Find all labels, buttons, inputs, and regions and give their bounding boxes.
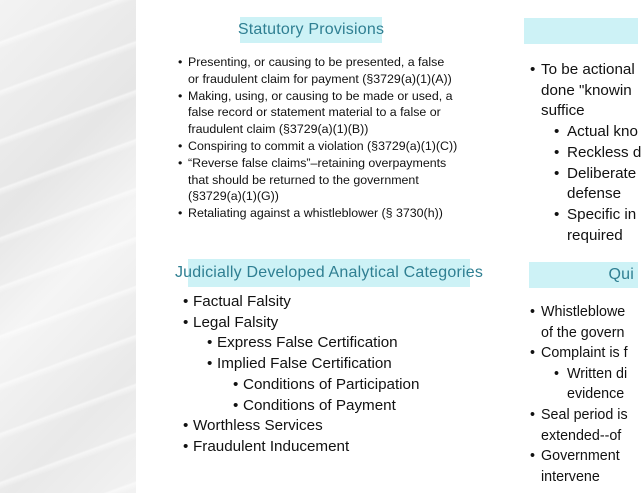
- right-bottom-list: [530, 302, 638, 487]
- right-bottom-line: [541, 426, 638, 447]
- statutory-item-line: • Making, using, or causing to be made or used, a: [188, 88, 453, 103]
- right-bottom-line: [541, 364, 638, 385]
- right-top-line: [541, 143, 641, 164]
- line-text: Seal period is: [541, 406, 628, 423]
- right-top-line: [541, 226, 638, 247]
- statutory-item-line: or fraudulent claim for payment (§3729(a)(1)(A)): [188, 71, 452, 86]
- bullet-icon: •: [530, 448, 536, 465]
- statutory-list: [188, 54, 488, 222]
- line-text: Government: [541, 448, 620, 465]
- judicial-heading: [174, 259, 484, 287]
- judicial-item-level-2: [193, 354, 493, 375]
- judicial-item-label: Implied False Certification: [217, 355, 392, 373]
- right-bottom-line: [530, 343, 638, 364]
- right-bottom-line: [541, 384, 638, 405]
- right-top-list: [530, 60, 641, 246]
- right-bottom-line: [541, 323, 638, 344]
- judicial-item-level-1: [193, 437, 493, 458]
- right-bottom-line: [530, 446, 638, 467]
- judicial-heading-text: Judicially Developed Analytical Categories: [174, 264, 484, 281]
- right-top-line: [541, 81, 638, 102]
- line-text: defense: [567, 185, 622, 203]
- statutory-item-line: • Presenting, or causing to be presented, a false: [188, 55, 445, 69]
- bullet-icon: •: [530, 406, 536, 423]
- judicial-item-label: Factual Falsity: [193, 293, 291, 310]
- judicial-item-level-1: [193, 313, 493, 334]
- line-text: Actual kno: [567, 123, 638, 141]
- line-text: required: [567, 226, 623, 244]
- line-text: To be actional: [541, 61, 635, 78]
- judicial-item-level-2: [193, 333, 493, 354]
- statutory-item-line: • Conspiring to commit a violation (§3729(a)(1)(C)): [188, 138, 458, 153]
- right-bottom-line: [530, 405, 638, 426]
- statutory-heading: [237, 17, 385, 43]
- statutory-item-line: • Retaliating against a whistleblower (§ 3730(h)): [188, 206, 443, 221]
- right-bottom-line: [530, 302, 638, 323]
- line-text: suffice: [541, 102, 585, 120]
- line-text: Written di: [567, 365, 628, 382]
- judicial-item-label: Express False Certification: [217, 334, 398, 352]
- right-top-line: [541, 164, 638, 185]
- judicial-item-level-1: [193, 292, 493, 313]
- statutory-item-line: false record or statement material to a false or: [188, 105, 441, 120]
- line-text: Specific in: [567, 205, 637, 223]
- right-top-line: [530, 60, 638, 81]
- line-text: Complaint is f: [541, 345, 628, 362]
- bullet-icon: •: [554, 123, 560, 141]
- judicial-item-label: Conditions of Participation: [243, 375, 420, 393]
- judicial-item-level-3: [193, 375, 493, 396]
- statutory-item-line: fraudulent claim (§3729(a)(1)(B)): [188, 122, 369, 137]
- bullet-icon: •: [554, 365, 560, 382]
- line-text: intervene: [541, 468, 600, 485]
- statutory-item-line: • “Reverse false claims”–retaining overpayments: [188, 155, 447, 170]
- line-text: Whistleblowe: [541, 304, 626, 320]
- right-bottom-line: [541, 467, 638, 488]
- statutory-item: [188, 138, 488, 155]
- line-text: Deliberate: [567, 164, 637, 182]
- right-bottom-heading: [529, 262, 638, 288]
- background-left-panel: [0, 0, 136, 493]
- bullet-icon: •: [554, 205, 560, 223]
- line-text: of the govern: [541, 324, 625, 341]
- judicial-item-label: Worthless Services: [193, 417, 323, 435]
- judicial-item-label: Conditions of Payment: [243, 396, 396, 414]
- judicial-item-label: Fraudulent Inducement: [193, 437, 350, 455]
- bullet-icon: •: [554, 143, 560, 161]
- right-top-line: [541, 205, 638, 226]
- line-text: evidence: [567, 386, 625, 403]
- statutory-item-line: (§3729(a)(1)(G)): [188, 189, 279, 204]
- right-top-line: [541, 184, 638, 205]
- right-bottom-heading-text: Qui: [608, 266, 634, 283]
- judicial-item-level-1: [193, 416, 493, 437]
- judicial-item-label: Legal Falsity: [193, 313, 279, 331]
- statutory-item: [188, 54, 488, 88]
- statutory-item: [188, 155, 488, 205]
- statutory-item: [188, 205, 488, 222]
- bullet-icon: •: [530, 61, 536, 78]
- right-top-heading: [524, 18, 638, 44]
- judicial-item-level-3: [193, 396, 493, 417]
- line-text: Reckless d: [567, 143, 641, 161]
- statutory-item: [188, 88, 488, 138]
- bullet-icon: •: [554, 164, 560, 182]
- judicial-list: [193, 292, 493, 458]
- statutory-item-line: that should be returned to the government: [188, 172, 419, 187]
- right-top-line: [541, 101, 638, 122]
- line-text: done "knowin: [541, 81, 632, 99]
- bullet-icon: •: [530, 304, 536, 320]
- bullet-icon: •: [530, 345, 536, 362]
- statutory-heading-text: Statutory Provisions: [237, 21, 385, 38]
- right-top-line: [541, 122, 638, 143]
- line-text: extended--of: [541, 427, 622, 444]
